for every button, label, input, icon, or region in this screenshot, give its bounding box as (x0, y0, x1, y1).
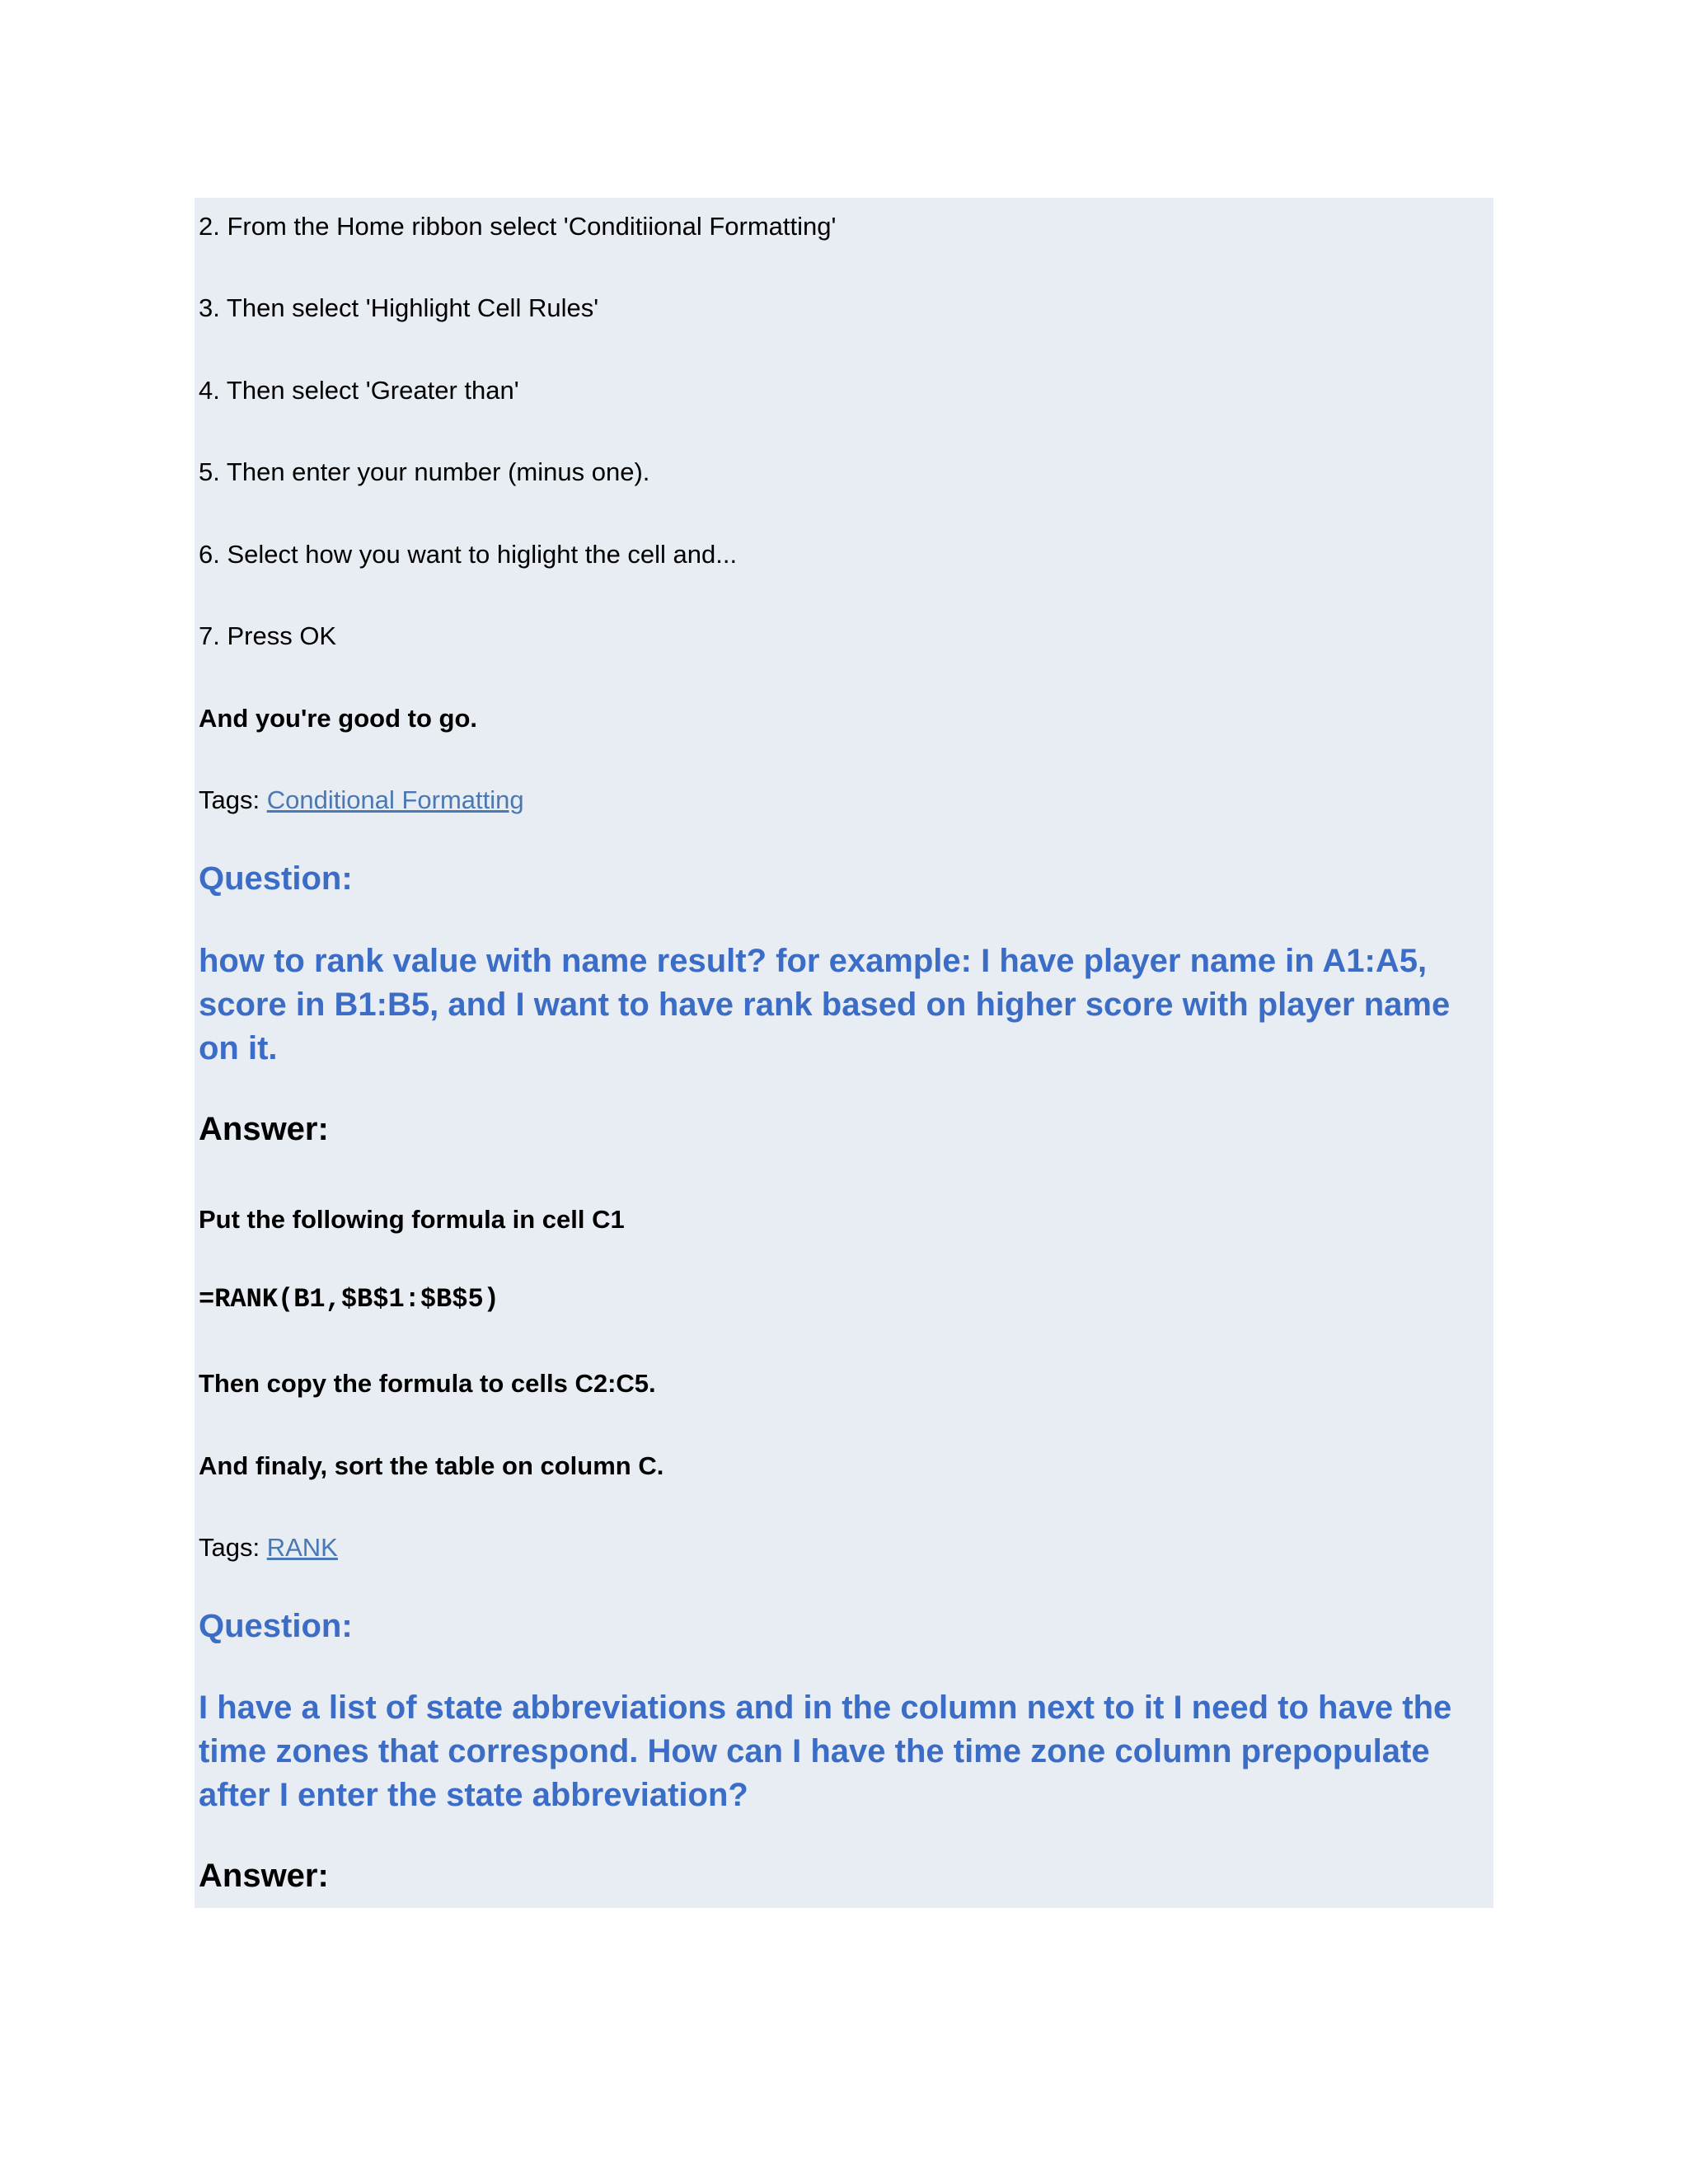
step-2: 2. From the Home ribbon select 'Conditiional Formatting' (199, 212, 837, 241)
step-5: 5. Then enter your number (minus one). (199, 457, 650, 486)
question-text-2: I have a list of state abbreviations and in the column next to it I need to have the time zones that correspond. How can I have the time zone column prepopulate after I enter the state abbreviation? (199, 1690, 1452, 1813)
formula-code: =RANK(B1,$B$1:$B$5) (199, 1284, 499, 1315)
tags-row-2 (199, 1535, 338, 1560)
step-6: 6. Select how you want to higlight the cell and... (199, 540, 738, 569)
tags-row-1 (199, 787, 524, 813)
question-text-1: how to rank value with name result? for example: I have player name in A1:A5, score in B1:B5, and I want to have rank based on higher score with player name on it. (199, 943, 1451, 1066)
step-7: 7. Press OK (199, 621, 337, 650)
sort-note: And finaly, sort the table on column C. (199, 1451, 664, 1480)
closing-line: And you're good to go. (199, 704, 477, 733)
tag-link-rank[interactable]: RANK (266, 1533, 338, 1562)
question-heading-2: Question: (199, 1608, 353, 1644)
step-4: 4. Then select 'Greater than' (199, 376, 519, 405)
answer-intro: Put the following formula in cell C1 (199, 1205, 625, 1234)
answer-heading-2: Answer: (199, 1858, 329, 1894)
tag-link-conditional-formatting[interactable]: Conditional Formatting (266, 785, 524, 814)
tags-label: Tags: (199, 785, 267, 814)
tags-label: Tags: (199, 1533, 267, 1562)
question-heading-1: Question: (199, 860, 353, 897)
step-3: 3. Then select 'Highlight Cell Rules' (199, 293, 599, 322)
copy-note: Then copy the formula to cells C2:C5. (199, 1369, 656, 1398)
answer-heading-1: Answer: (199, 1111, 329, 1147)
